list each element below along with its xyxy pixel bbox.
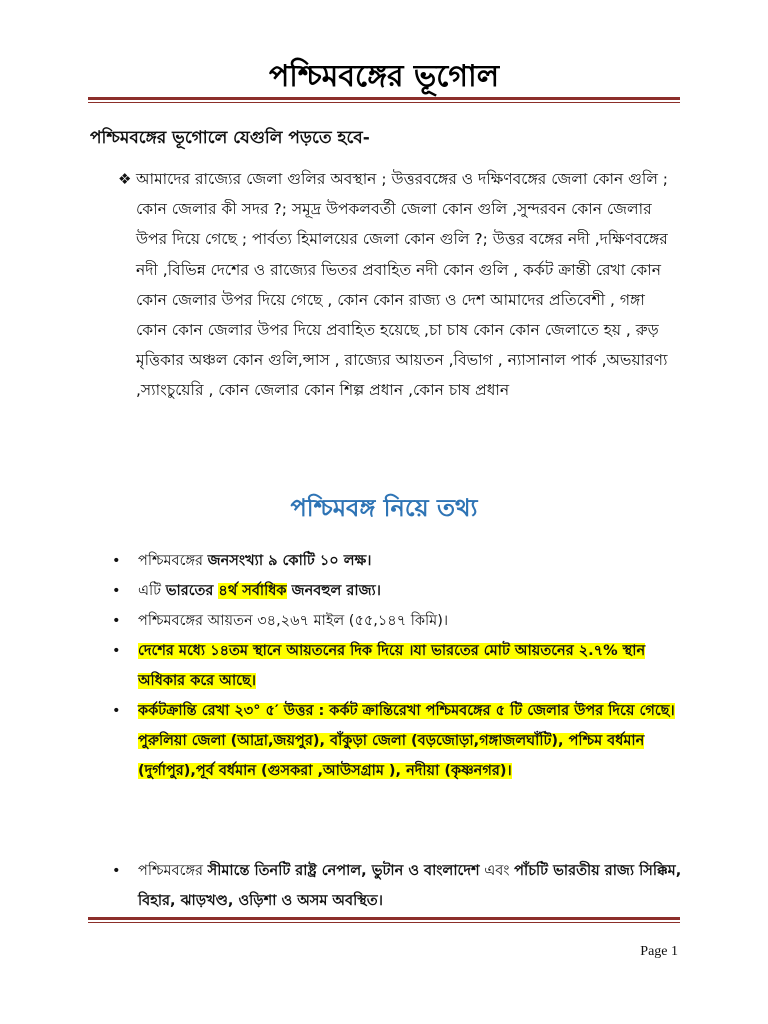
bullet-icon: • [112,703,121,719]
intro-paragraph: আমাদের রাজ্যের জেলা গুলির অবস্থান ; উত্তরবঙ্গের ও দক্ষিণবঙ্গের জেলা কোন গুলি ; কোন জেলার কী সদর ?; সমূদ্র উপকলবর্তী জেলা কোন গুলি ,সুন্দরবন কোন জেলার উপর দিয়ে গেছে ; পার্বত্য হিমালয়ের জেলা কোন গুলি ?; উত্তর বঙ্গের নদী ,দক্ষিণবঙ্গের নদী ,বিভিন্ন দেশের ও রাজ্যের ভিতর প্রবাহিত নদী কোন গুলি , কর্কট ক্রান্তী রেখা কোন কোন জেলার উপর দিয়ে গেছে , কোন কোন রাজ্য ও দেশ আমাদের প্রতিবেশী , গঙ্গা কোন কোন জেলার উপর দিয়ে প্রবাহিত হয়েছে ,চা চাষ কোন কোন জেলাতে হয় , রুড় মৃত্তিকার অঞ্চল কোন গুলি,ন্সাস , রাজ্যের আয়তন ,বিভাগ , ন্যাসানাল পার্ক ,অভয়ারণ্য ,স্যাংচুয়েরি , কোন জেলার কোন শিল্প প্রধান ,কোন চাষ প্রধান [136,170,669,400]
fact-bold-text: জনবহুল রাজ্য। [286,583,381,599]
spacer [108,786,683,856]
fact-highlight-text: কর্কটক্রান্তি রেখা ২৩° ৫′ উত্তর : কর্কট ক্রান্তিরেখা পশ্চিমবঙ্গের ৫ টি জেলার উপর দিয়ে গেছে। পুরুলিয়া জেলা (আদ্রা,জয়পুর), বাঁকুড়া জেলা (বড়জোড়া,গঙ্গাজলঘাঁটি), পশ্চিম বর্ধমান (দুর্গাপুর),পূর্ব বর্ধমান (গুসকরা ,আউসগ্রাম ), নদীয়া (কৃষ্ণনগর)। [138,703,675,779]
fact-text: পশ্চিমবঙ্গের [138,553,208,569]
top-divider-thin [88,102,680,103]
bullet-icon: • [112,553,121,569]
bottom-divider-thin [88,922,680,923]
intro-paragraph-block [118,164,678,406]
list-item [108,856,683,916]
fact-bold-text: পাঁচটি ভারতীয় রাজ্য সিক্কিম, বিহার, ঝাড়খণ্ড, ওড়িশা ও অসম অবস্থিত। [138,863,682,909]
list-item [108,606,683,636]
list-item [108,576,683,606]
fact-bold-text: ভারতের [165,583,219,599]
section-title: পশ্চিমবঙ্গ নিয়ে তথ্য [290,494,478,522]
bullet-icon: • [112,643,121,659]
list-item [108,696,683,786]
bullet-icon: • [112,613,121,629]
fact-bold-text: সীমান্তে তিনটি রাষ্ট্র নেপাল, ভুটান ও বাংলাদেশ [207,863,480,879]
subheading: পশ্চিমবঙ্গের ভূগোলে যেগুলি পড়তে হবে- [90,128,370,148]
page-title: পশ্চিমবঙ্গের ভূগোল [268,59,500,94]
bullet-icon: • [112,583,121,599]
list-item [108,546,683,576]
top-divider [88,97,680,100]
list-item [108,636,683,696]
fact-text: পশ্চিমবঙ্গের [138,863,208,879]
fact-highlight-text: ৪র্থ সর্বাধিক [218,583,287,599]
fact-text: পশ্চিমবঙ্গের আয়তন ৩৪,২৬৭ মাইল (৫৫,১৪৭ কিমি)। [138,613,449,629]
diamond-bullet-icon: ❖ [118,170,132,188]
facts-list [108,546,683,916]
fact-highlight-text: দেশের মধ্যে ১৪তম স্থানে আয়তনের দিক দিয়ে ।যা ভারতের মোট আয়তনের ২.৭% স্থান অধিকার করে আছে। [138,643,646,689]
fact-text: এবং [479,863,515,879]
fact-text: এটি [138,583,166,599]
fact-bold-text: জনসংখ্যা ৯ কোটি ১০ লক্ষ। [207,553,372,569]
page-number: Page 1 [640,944,678,959]
bullet-icon: • [112,863,121,879]
bottom-divider [88,917,680,920]
